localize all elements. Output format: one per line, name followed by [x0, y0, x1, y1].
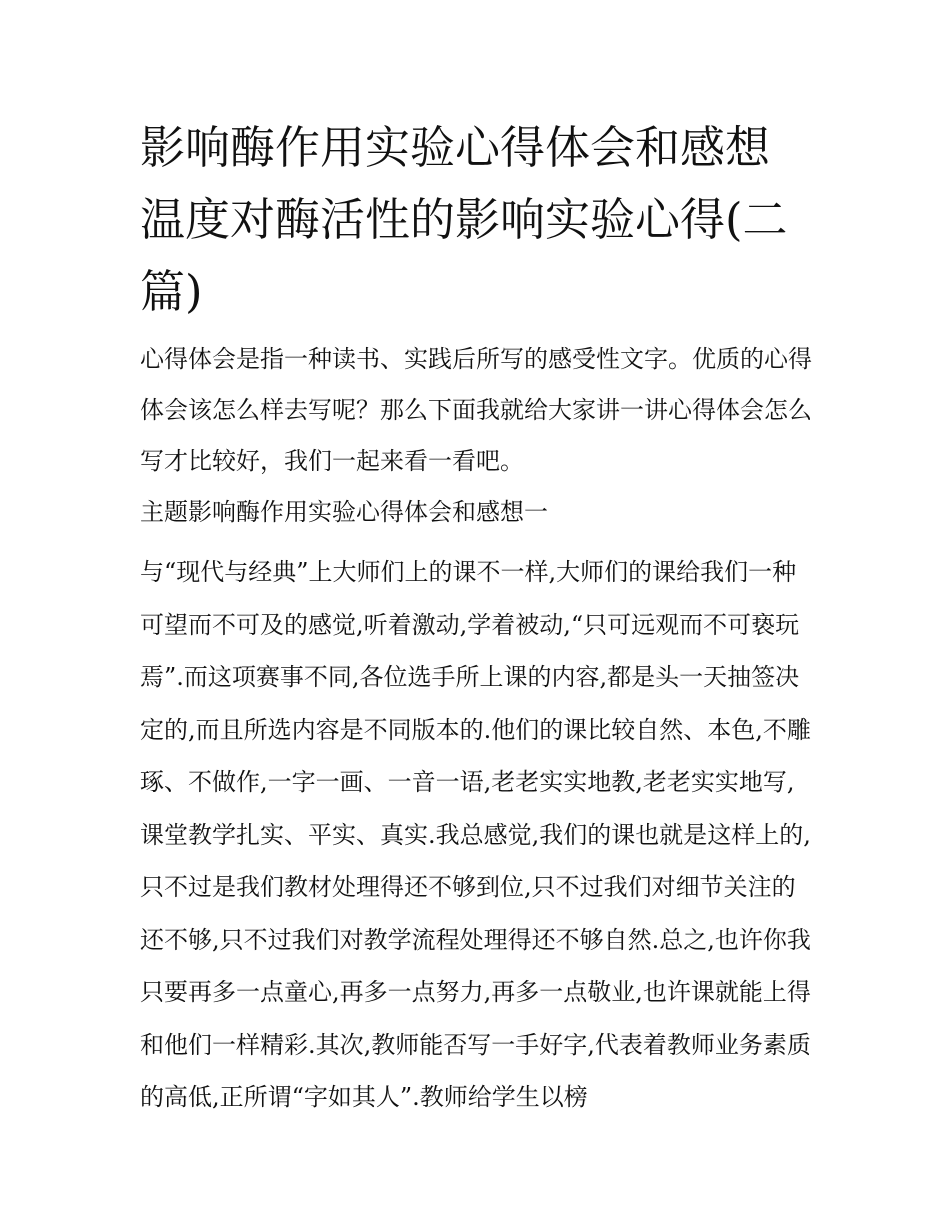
- document-content: [140, 112, 812, 1124]
- document-title: 影响酶作用实验心得体会和感想 温度对酶活性的影响实验心得(二篇): [140, 121, 788, 318]
- intro-paragraph: 心得体会是指一种读书、实践后所写的感受性文字。优质的心得体会该怎么样去写呢？那么下面我就给大家讲一讲心得体会怎么写才比较好，我们一起来看一看吧。: [140, 345, 812, 475]
- body-paragraph: 与“现代与经典”上大师们上的课不一样,大师们的课给我们一种可望而不可及的感觉,听着激动,学着被动,“只可远观而不可亵玩焉”.而这项赛事不同,各位选手所上课的内容,都是头一天抽签决定的,而且所选内容是不同版本的.他们的课比较自然、本色,不雕琢、不做作,一字一画、一音一语,老老实实地教,老老实实地写,课堂教学扎实、平实、真实.我总感觉,我们的课也就是这样上的,只不过是我们教材处理得还不够到位,只不过我们对细节关注的还不够,只不过我们对教学流程处理得还不够自然.总之,也许你我只要再多一点童心,再多一点努力,再多一点敬业,也许课就能上得和他们一样精彩.其次,教师能否写一手好字,代表着教师业务素质的高低,正所谓“字如其人”.教师给学生以榜: [140, 558, 811, 1111]
- topic-heading: 主题影响酶作用实验心得体会和感想一: [140, 498, 548, 526]
